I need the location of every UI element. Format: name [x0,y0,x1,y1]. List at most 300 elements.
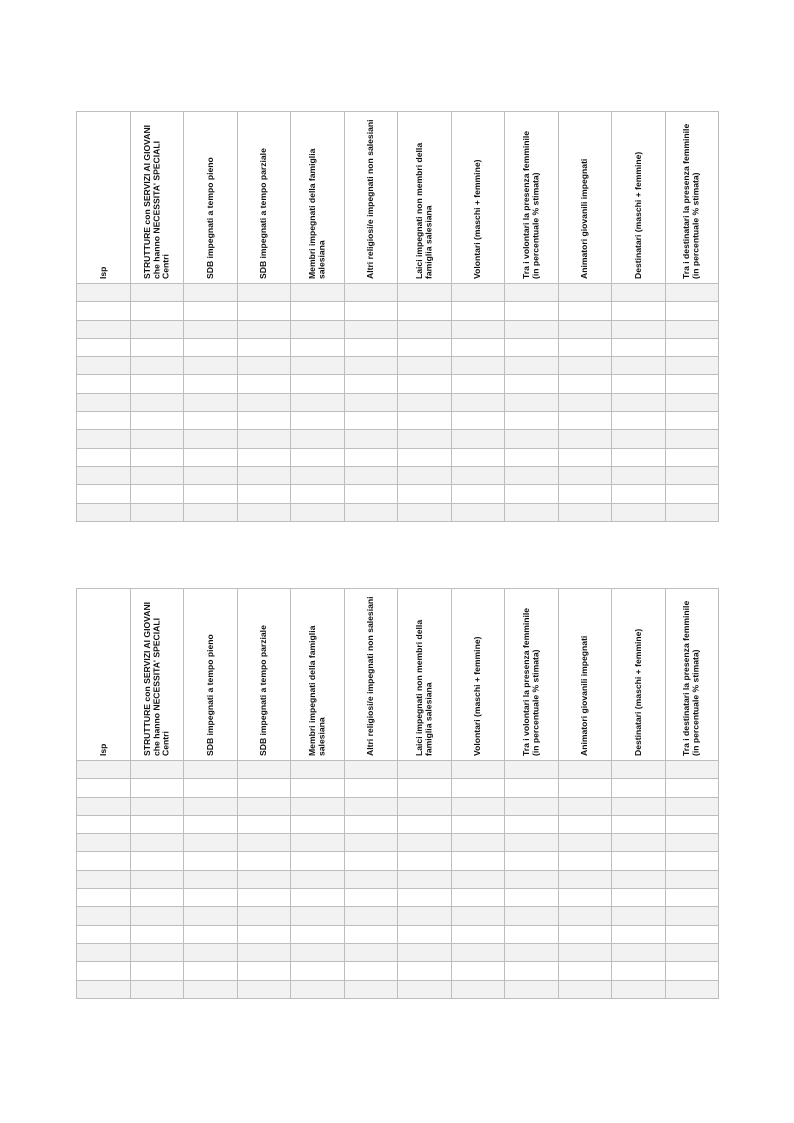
table-cell[interactable] [130,503,184,521]
table-cell[interactable] [665,375,719,393]
table-cell[interactable] [291,834,345,852]
table-cell[interactable] [77,815,131,833]
table-cell[interactable] [291,852,345,870]
table-cell[interactable] [344,357,398,375]
table-cell[interactable] [184,870,238,888]
table-cell[interactable] [77,485,131,503]
table-cell[interactable] [184,852,238,870]
table-cell[interactable] [77,302,131,320]
table-cell[interactable] [130,943,184,961]
table-cell[interactable] [398,761,452,779]
table-cell[interactable] [451,357,505,375]
table-cell[interactable] [665,852,719,870]
table-cell[interactable] [344,797,398,815]
table-cell[interactable] [184,943,238,961]
table-cell[interactable] [612,375,666,393]
table-cell[interactable] [344,779,398,797]
table-cell[interactable] [558,943,612,961]
table-cell[interactable] [291,815,345,833]
table-cell[interactable] [505,393,559,411]
table-cell[interactable] [612,302,666,320]
table-cell[interactable] [291,338,345,356]
table-cell[interactable] [665,393,719,411]
table-cell[interactable] [344,761,398,779]
table-cell[interactable] [291,448,345,466]
table-cell[interactable] [237,889,291,907]
table-cell[interactable] [558,889,612,907]
table-cell[interactable] [665,284,719,302]
table-cell[interactable] [505,466,559,484]
table-cell[interactable] [558,852,612,870]
table-cell[interactable] [237,925,291,943]
table-cell[interactable] [77,907,131,925]
table-cell[interactable] [237,761,291,779]
table-cell[interactable] [77,412,131,430]
table-cell[interactable] [184,393,238,411]
table-cell[interactable] [612,889,666,907]
table-cell[interactable] [291,375,345,393]
table-cell[interactable] [558,338,612,356]
table-cell[interactable] [184,779,238,797]
table-cell[interactable] [77,980,131,998]
table-cell[interactable] [130,375,184,393]
table-cell[interactable] [612,430,666,448]
table-cell[interactable] [558,393,612,411]
table-cell[interactable] [291,357,345,375]
table-cell[interactable] [558,870,612,888]
table-cell[interactable] [612,503,666,521]
table-cell[interactable] [398,907,452,925]
table-cell[interactable] [130,357,184,375]
table-cell[interactable] [505,503,559,521]
table-cell[interactable] [344,925,398,943]
table-cell[interactable] [344,375,398,393]
table-cell[interactable] [184,797,238,815]
table-cell[interactable] [665,320,719,338]
table-cell[interactable] [237,980,291,998]
table-cell[interactable] [130,466,184,484]
table-cell[interactable] [237,852,291,870]
table-cell[interactable] [612,852,666,870]
table-cell[interactable] [184,466,238,484]
table-cell[interactable] [398,284,452,302]
table-cell[interactable] [398,852,452,870]
table-cell[interactable] [558,962,612,980]
table-cell[interactable] [77,834,131,852]
table-cell[interactable] [505,815,559,833]
table-cell[interactable] [237,284,291,302]
table-cell[interactable] [505,889,559,907]
table-cell[interactable] [130,980,184,998]
table-cell[interactable] [665,943,719,961]
table-cell[interactable] [612,448,666,466]
table-cell[interactable] [665,797,719,815]
table-cell[interactable] [184,284,238,302]
table-cell[interactable] [398,834,452,852]
table-cell[interactable] [612,834,666,852]
table-cell[interactable] [612,980,666,998]
table-cell[interactable] [344,980,398,998]
table-cell[interactable] [505,357,559,375]
table-cell[interactable] [612,284,666,302]
table-cell[interactable] [612,393,666,411]
table-cell[interactable] [77,338,131,356]
table-cell[interactable] [505,925,559,943]
table-cell[interactable] [612,761,666,779]
table-cell[interactable] [291,320,345,338]
table-cell[interactable] [665,412,719,430]
table-cell[interactable] [665,338,719,356]
table-cell[interactable] [77,870,131,888]
table-cell[interactable] [77,943,131,961]
table-cell[interactable] [344,466,398,484]
table-cell[interactable] [558,412,612,430]
table-cell[interactable] [130,448,184,466]
table-cell[interactable] [130,761,184,779]
table-cell[interactable] [77,375,131,393]
table-cell[interactable] [237,320,291,338]
table-cell[interactable] [665,834,719,852]
table-cell[interactable] [291,925,345,943]
table-cell[interactable] [558,320,612,338]
table-cell[interactable] [558,761,612,779]
table-cell[interactable] [398,375,452,393]
table-cell[interactable] [558,357,612,375]
table-cell[interactable] [77,320,131,338]
table-cell[interactable] [451,302,505,320]
table-cell[interactable] [184,980,238,998]
table-cell[interactable] [237,815,291,833]
table-cell[interactable] [77,779,131,797]
table-cell[interactable] [344,393,398,411]
table-cell[interactable] [558,466,612,484]
table-cell[interactable] [344,320,398,338]
table-cell[interactable] [184,761,238,779]
table-cell[interactable] [505,338,559,356]
table-cell[interactable] [77,852,131,870]
table-cell[interactable] [451,503,505,521]
table-cell[interactable] [130,852,184,870]
table-cell[interactable] [344,430,398,448]
table-cell[interactable] [291,962,345,980]
table-cell[interactable] [665,485,719,503]
table-cell[interactable] [612,466,666,484]
table-cell[interactable] [237,503,291,521]
table-cell[interactable] [344,815,398,833]
table-cell[interactable] [130,412,184,430]
table-cell[interactable] [77,761,131,779]
table-cell[interactable] [398,302,452,320]
table-cell[interactable] [291,430,345,448]
table-cell[interactable] [398,962,452,980]
table-cell[interactable] [665,302,719,320]
table-cell[interactable] [451,797,505,815]
table-cell[interactable] [451,907,505,925]
table-cell[interactable] [237,943,291,961]
table-cell[interactable] [505,320,559,338]
table-cell[interactable] [344,907,398,925]
table-cell[interactable] [558,815,612,833]
table-cell[interactable] [184,834,238,852]
table-cell[interactable] [665,925,719,943]
table-cell[interactable] [237,393,291,411]
table-cell[interactable] [130,302,184,320]
table-cell[interactable] [184,320,238,338]
table-cell[interactable] [505,779,559,797]
table-cell[interactable] [665,889,719,907]
table-cell[interactable] [184,412,238,430]
table-cell[interactable] [612,907,666,925]
table-cell[interactable] [505,430,559,448]
table-cell[interactable] [505,797,559,815]
table-cell[interactable] [398,870,452,888]
table-cell[interactable] [398,815,452,833]
table-cell[interactable] [558,503,612,521]
table-cell[interactable] [398,797,452,815]
table-cell[interactable] [184,889,238,907]
table-cell[interactable] [291,485,345,503]
table-cell[interactable] [291,779,345,797]
table-cell[interactable] [505,980,559,998]
table-cell[interactable] [130,797,184,815]
table-cell[interactable] [665,962,719,980]
table-cell[interactable] [344,412,398,430]
table-cell[interactable] [505,907,559,925]
table-cell[interactable] [612,815,666,833]
table-cell[interactable] [237,448,291,466]
table-cell[interactable] [612,962,666,980]
table-cell[interactable] [558,907,612,925]
table-cell[interactable] [237,412,291,430]
table-cell[interactable] [451,448,505,466]
table-cell[interactable] [398,779,452,797]
table-cell[interactable] [398,943,452,961]
table-cell[interactable] [451,815,505,833]
table-cell[interactable] [344,503,398,521]
table-cell[interactable] [237,485,291,503]
table-cell[interactable] [558,980,612,998]
table-cell[interactable] [398,412,452,430]
table-cell[interactable] [451,889,505,907]
table-cell[interactable] [291,870,345,888]
table-cell[interactable] [665,779,719,797]
table-cell[interactable] [558,375,612,393]
table-cell[interactable] [291,943,345,961]
table-cell[interactable] [237,797,291,815]
table-cell[interactable] [665,761,719,779]
table-cell[interactable] [130,889,184,907]
table-cell[interactable] [130,284,184,302]
table-cell[interactable] [184,302,238,320]
table-cell[interactable] [291,302,345,320]
table-cell[interactable] [451,430,505,448]
table-cell[interactable] [505,412,559,430]
table-cell[interactable] [344,962,398,980]
table-cell[interactable] [505,448,559,466]
table-cell[interactable] [237,962,291,980]
table-cell[interactable] [130,834,184,852]
table-cell[interactable] [344,448,398,466]
table-cell[interactable] [451,284,505,302]
table-cell[interactable] [77,466,131,484]
table-cell[interactable] [237,430,291,448]
table-cell[interactable] [612,357,666,375]
table-cell[interactable] [612,320,666,338]
table-cell[interactable] [398,448,452,466]
table-cell[interactable] [665,815,719,833]
table-cell[interactable] [558,925,612,943]
table-cell[interactable] [505,284,559,302]
table-cell[interactable] [665,357,719,375]
table-cell[interactable] [130,779,184,797]
table-cell[interactable] [77,925,131,943]
table-cell[interactable] [291,466,345,484]
table-cell[interactable] [451,485,505,503]
table-cell[interactable] [184,448,238,466]
table-cell[interactable] [505,852,559,870]
table-cell[interactable] [558,448,612,466]
table-cell[interactable] [184,503,238,521]
table-cell[interactable] [130,320,184,338]
table-cell[interactable] [237,338,291,356]
table-cell[interactable] [291,907,345,925]
table-cell[interactable] [344,485,398,503]
table-cell[interactable] [344,338,398,356]
table-cell[interactable] [665,870,719,888]
table-cell[interactable] [398,393,452,411]
table-cell[interactable] [665,430,719,448]
table-cell[interactable] [184,357,238,375]
table-cell[interactable] [451,779,505,797]
table-cell[interactable] [237,907,291,925]
table-cell[interactable] [291,393,345,411]
table-cell[interactable] [237,870,291,888]
table-cell[interactable] [451,925,505,943]
table-cell[interactable] [505,761,559,779]
table-cell[interactable] [558,779,612,797]
table-cell[interactable] [612,925,666,943]
table-cell[interactable] [184,907,238,925]
table-cell[interactable] [451,320,505,338]
table-cell[interactable] [77,797,131,815]
table-cell[interactable] [505,870,559,888]
table-cell[interactable] [130,815,184,833]
table-cell[interactable] [344,889,398,907]
table-cell[interactable] [665,907,719,925]
table-cell[interactable] [398,925,452,943]
table-cell[interactable] [130,907,184,925]
table-cell[interactable] [451,980,505,998]
table-cell[interactable] [451,466,505,484]
table-cell[interactable] [237,779,291,797]
table-cell[interactable] [398,889,452,907]
table-cell[interactable] [665,980,719,998]
table-cell[interactable] [612,870,666,888]
table-cell[interactable] [505,302,559,320]
table-cell[interactable] [184,962,238,980]
table-cell[interactable] [451,943,505,961]
table-cell[interactable] [291,980,345,998]
table-cell[interactable] [398,980,452,998]
table-cell[interactable] [558,430,612,448]
table-cell[interactable] [451,375,505,393]
table-cell[interactable] [291,797,345,815]
table-cell[interactable] [291,889,345,907]
table-cell[interactable] [558,834,612,852]
table-cell[interactable] [451,393,505,411]
table-cell[interactable] [130,430,184,448]
table-cell[interactable] [77,962,131,980]
table-cell[interactable] [344,302,398,320]
table-cell[interactable] [130,338,184,356]
table-cell[interactable] [398,503,452,521]
table-cell[interactable] [612,797,666,815]
table-cell[interactable] [398,338,452,356]
table-cell[interactable] [77,448,131,466]
table-cell[interactable] [291,412,345,430]
table-cell[interactable] [130,870,184,888]
table-cell[interactable] [612,412,666,430]
table-cell[interactable] [665,448,719,466]
table-cell[interactable] [77,284,131,302]
table-cell[interactable] [612,338,666,356]
table-cell[interactable] [665,503,719,521]
table-cell[interactable] [184,815,238,833]
table-cell[interactable] [237,302,291,320]
table-cell[interactable] [77,430,131,448]
table-cell[interactable] [77,393,131,411]
table-cell[interactable] [398,485,452,503]
table-cell[interactable] [344,943,398,961]
table-cell[interactable] [184,375,238,393]
table-cell[interactable] [398,430,452,448]
table-cell[interactable] [184,925,238,943]
table-cell[interactable] [130,962,184,980]
table-cell[interactable] [505,962,559,980]
table-cell[interactable] [451,338,505,356]
table-cell[interactable] [291,761,345,779]
table-cell[interactable] [558,284,612,302]
table-cell[interactable] [505,375,559,393]
table-cell[interactable] [344,852,398,870]
table-cell[interactable] [130,485,184,503]
table-cell[interactable] [612,485,666,503]
table-cell[interactable] [130,393,184,411]
table-cell[interactable] [451,761,505,779]
table-cell[interactable] [505,485,559,503]
table-cell[interactable] [505,943,559,961]
table-cell[interactable] [237,375,291,393]
table-cell[interactable] [451,870,505,888]
table-cell[interactable] [184,485,238,503]
table-cell[interactable] [451,834,505,852]
table-cell[interactable] [237,466,291,484]
table-cell[interactable] [344,870,398,888]
table-cell[interactable] [558,485,612,503]
table-cell[interactable] [612,779,666,797]
table-cell[interactable] [77,503,131,521]
table-cell[interactable] [130,925,184,943]
table-cell[interactable] [451,962,505,980]
table-cell[interactable] [612,943,666,961]
table-cell[interactable] [451,852,505,870]
table-cell[interactable] [505,834,559,852]
table-cell[interactable] [558,797,612,815]
table-cell[interactable] [344,834,398,852]
table-cell[interactable] [344,284,398,302]
table-cell[interactable] [77,357,131,375]
table-cell[interactable] [398,466,452,484]
